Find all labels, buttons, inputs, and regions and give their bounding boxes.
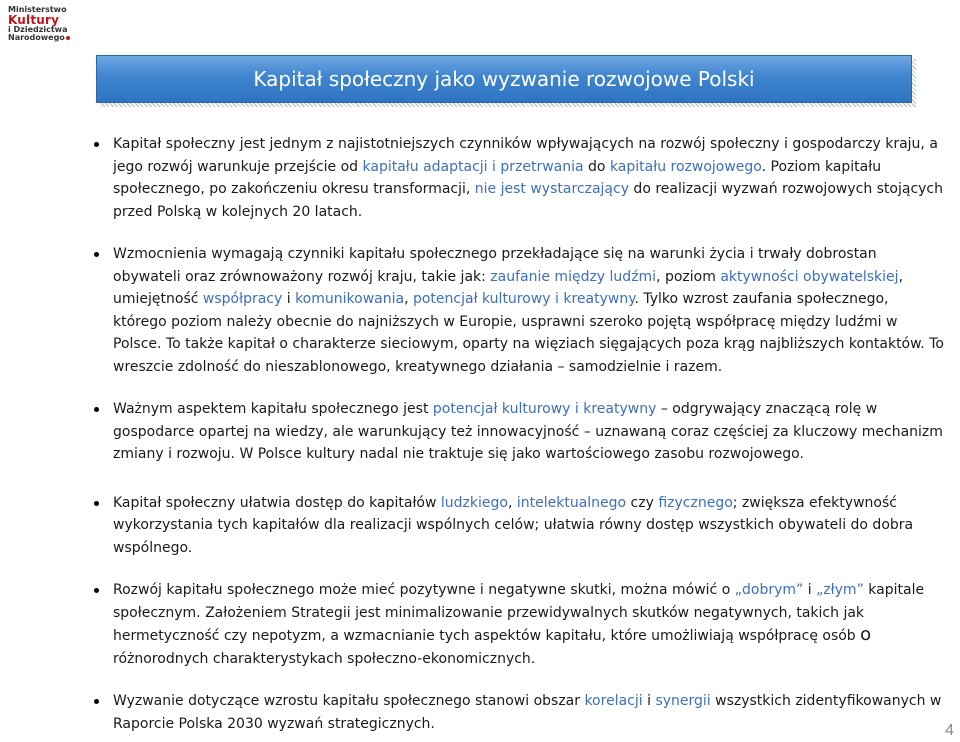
- bullet-text: Wyzwanie dotyczące wzrostu kapitału społecznego stanowi obszar: [113, 693, 585, 709]
- bullet-text: Rozwój kapitału społecznego może mieć pozytywne i negatywne skutki, można mówić o: [113, 582, 735, 598]
- slide-title: Kapitał społeczny jako wyzwanie rozwojowe Polski: [253, 67, 755, 91]
- logo-line-2: Kultury: [8, 13, 60, 27]
- bullet-text: i: [803, 582, 817, 598]
- bullet-text: do: [583, 158, 610, 175]
- bullet-text: kapitale społecznym. Założeniem Strategii jest minimalizowanie przewidywalnych skutków negatywnych, takich jak hermetyczność czy nepotyzm, a wzmacnianie tych aspektów kapitału, które umożliwiają współpracę osób: [113, 582, 925, 644]
- bullet-text: wszystkich zidentyfikowanych w Raporcie Polska 2030 wyzwań strategicznych.: [113, 693, 942, 732]
- bullet-text: Kapitał społeczny ułatwia dostęp do kapitałów: [113, 494, 441, 511]
- bullet-text: o: [860, 624, 872, 645]
- bullet-text: . Tylko wzrost zaufania społecznego, którego poziom należy obecnie do najniższych w Europie, usprawni szeroko pojętą współpracę między ludźmi w Polsce. To także kapitał o charakterze sieciowym, oparty na więziach sięgających poza krąg najbliższych kontaktów. To wreszcie zdolność do nieszablonowego, kreatywnego działania – samodzielnie i razem.: [113, 291, 944, 375]
- highlighted-text: potencjał kulturowy i kreatywny: [412, 291, 635, 307]
- bullet-item-5: [94, 579, 946, 670]
- bullet-text: – odgrywający znaczącą rolę w gospodarce opartej na wiedzy, ale warunkujący też innowacyjność – uznawaną coraz częściej za kluczowy mechanizm zmiany i rozwoju. W Polsce kultury nadal nie traktuje się jako wartościowego zasobu rozwojowego.: [113, 401, 943, 462]
- bullet-text: , poziom: [656, 268, 721, 285]
- highlighted-text: współpracy: [202, 291, 283, 307]
- logo-line-4: Narodowego: [8, 34, 70, 42]
- highlighted-text: potencjał kulturowy i kreatywny: [432, 401, 657, 417]
- highlighted-text: ludzkiego: [440, 494, 508, 511]
- bullet-item-1: [94, 133, 946, 223]
- bullet-text: ; zwiększa efektywność wykorzystania tych kapitałów dla realizacji wspólnych celów; ułatwia równy dostęp wszystkich obywateli do dobra wspólnego.: [113, 494, 914, 556]
- highlighted-text: nie jest wystarczający: [474, 181, 629, 197]
- bullet-text: różnorodnych charakterystykach społeczno-ekonomicznych.: [113, 650, 536, 667]
- bullet-item-6: [94, 690, 946, 735]
- bullet-item-4: [94, 492, 946, 560]
- logo-line-3: i Dziedzictwa: [8, 25, 68, 34]
- bullet-item-3: [94, 398, 946, 466]
- bullet-text: Wzmocnienia wymagają czynniki kapitału społecznego przekładające się na warunki życia i trwały dobrostan obywateli oraz zrównoważony rozwój kraju, takie jak:: [113, 246, 877, 285]
- title-banner: [96, 55, 916, 107]
- bullet-text: ,: [507, 494, 517, 511]
- bullet-item-2: [94, 243, 946, 378]
- page-number: 4: [945, 722, 954, 739]
- bullet-text: ,: [404, 291, 413, 307]
- highlighted-text: korelacji: [584, 693, 643, 709]
- highlighted-text: kapitału rozwojowego: [609, 158, 762, 175]
- bullet-text: . Poziom kapitału społecznego, po zakończeniu okresu transformacji,: [113, 158, 882, 197]
- highlighted-text: fizycznego: [658, 494, 733, 511]
- highlighted-text: „dobrym”: [734, 582, 804, 598]
- bullet-text: i: [282, 291, 296, 307]
- highlighted-text: zaufanie między ludźmi: [490, 268, 657, 285]
- logo-line-1: Ministerstwo: [8, 5, 67, 14]
- bullet-text: czy: [626, 494, 659, 511]
- bullet-text: i: [642, 693, 656, 709]
- logo-dot-icon: [66, 36, 70, 40]
- bullet-list: [94, 133, 946, 735]
- bullet-text: do realizacji wyzwań rozwojowych stojących przed Polską w kolejnych 20 latach.: [113, 181, 944, 220]
- highlighted-text: synergii: [655, 693, 711, 709]
- highlighted-text: komunikowania: [295, 291, 405, 307]
- ministry-logo: [8, 6, 70, 42]
- highlighted-text: „złym”: [816, 582, 864, 598]
- bullet-text: Kapitał społeczny jest jednym z najistotniejszych czynników wpływających na rozwój społeczny i gospodarczy kraju, a jego rozwój warunkuje przejście od: [113, 136, 938, 175]
- bullet-text: Ważnym aspektem kapitału społecznego jest: [113, 401, 433, 417]
- highlighted-text: aktywności obywatelskiej: [720, 268, 899, 285]
- bullet-text: , umiejętność: [113, 268, 904, 307]
- highlighted-text: kapitału adaptacji i przetrwania: [362, 158, 584, 175]
- highlighted-text: intelektualnego: [516, 494, 627, 511]
